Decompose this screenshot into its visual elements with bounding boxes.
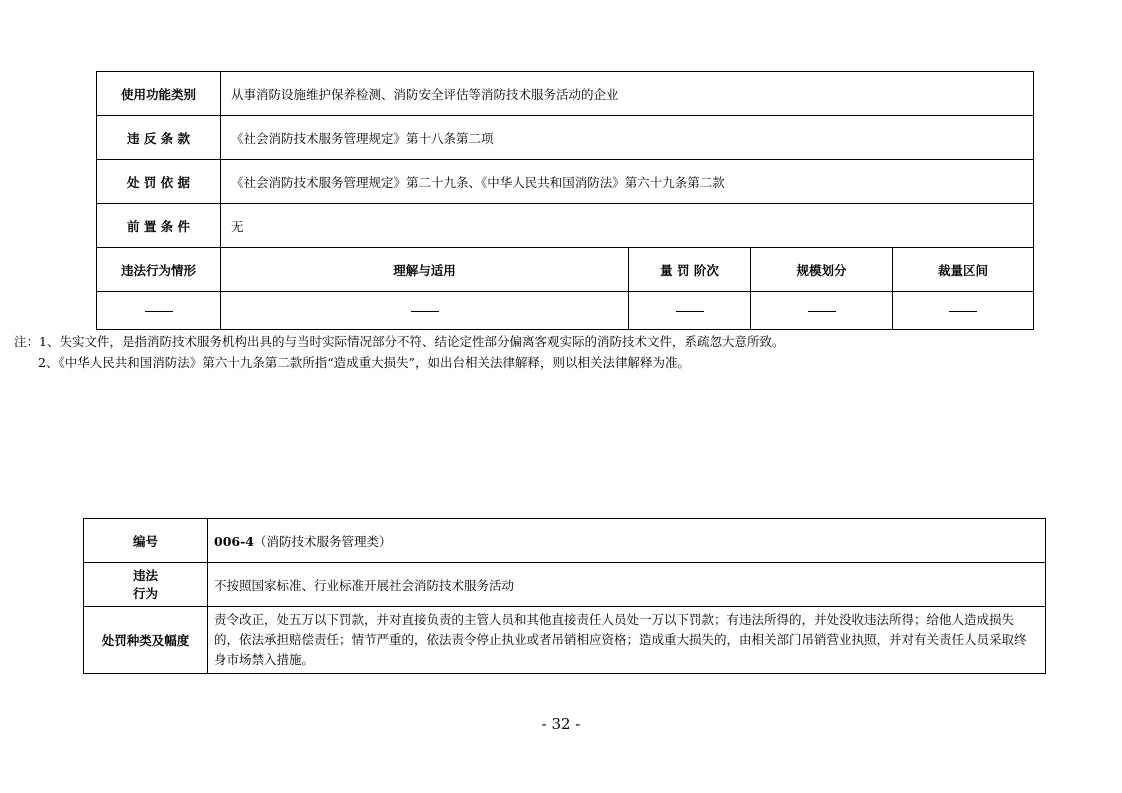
header-row <box>97 248 1034 292</box>
notes <box>14 331 784 373</box>
dash-mark <box>808 311 836 312</box>
column-header: 量 罚 阶次 <box>629 248 751 292</box>
page-number: - 32 - <box>541 715 581 733</box>
act-label-line: 违法 <box>132 567 158 583</box>
column-header: 理解与适用 <box>221 248 629 292</box>
table-row <box>97 292 1034 330</box>
violation-table <box>83 518 1046 674</box>
note-1: 注：1、失实文件，是指消防技术服务机构出具的与当时实际情况部分不符、结论定性部分偏离客观实际的消防技术文件，系疏忽大意所致。 <box>14 334 785 349</box>
note-2: 2、《中华人民共和国消防法》第六十九条第二款所指“造成重大损失”，如出台相关法律解释，则以相关法律解释为准。 <box>38 355 690 370</box>
row-value: 无 <box>221 204 1034 248</box>
code-value <box>208 519 1046 563</box>
empty-cell <box>97 292 221 330</box>
empty-cell <box>751 292 893 330</box>
dash-mark <box>949 311 977 312</box>
table-row <box>97 116 1034 160</box>
row-label: 违 反 条 款 <box>97 116 221 160</box>
row-value: 《社会消防技术服务管理规定》第二十九条、《中华人民共和国消防法》第六十九条第二款 <box>221 160 1034 204</box>
row-label: 前 置 条 件 <box>97 204 221 248</box>
dash-mark <box>676 311 704 312</box>
penalty-standard-table <box>96 71 1034 330</box>
table-row <box>84 519 1046 563</box>
act-label <box>84 563 208 607</box>
code-category: （消防技术服务管理类） <box>253 533 392 549</box>
act-value: 不按照国家标准、行业标准开展社会消防技术服务活动 <box>208 563 1046 607</box>
table-row <box>97 72 1034 116</box>
dash-mark <box>411 311 439 312</box>
empty-cell <box>629 292 751 330</box>
row-label: 处 罚 依 据 <box>97 160 221 204</box>
row-label: 使用功能类别 <box>97 72 221 116</box>
column-header: 裁量区间 <box>893 248 1034 292</box>
column-header: 规模划分 <box>751 248 893 292</box>
dash-mark <box>145 311 173 312</box>
table-row <box>84 563 1046 607</box>
row-value: 从事消防设施维护保养检测、消防安全评估等消防技术服务活动的企业 <box>221 72 1034 116</box>
code-number: 006-4 <box>214 533 254 549</box>
empty-cell <box>221 292 629 330</box>
penalty-value: 责令改正，处五万以下罚款，并对直接负责的主管人员和其他直接责任人员处一万以下罚款；有违法所得的，并处没收违法所得；给他人造成损失的，依法承担赔偿责任；情节严重的，依法责令停止执业或者吊销相应资格；造成重大损失的，由相关部门吊销营业执照，并对有关责任人员采取终身市场禁入措施。 <box>208 607 1046 674</box>
penalty-label: 处罚种类及幅度 <box>84 607 208 674</box>
table-row <box>97 204 1034 248</box>
code-label: 编号 <box>84 519 208 563</box>
column-header: 违法行为情形 <box>97 248 221 292</box>
table-row <box>84 607 1046 674</box>
empty-cell <box>893 292 1034 330</box>
table-row <box>97 160 1034 204</box>
act-label-line: 行为 <box>132 585 158 601</box>
row-value: 《社会消防技术服务管理规定》第十八条第二项 <box>221 116 1034 160</box>
